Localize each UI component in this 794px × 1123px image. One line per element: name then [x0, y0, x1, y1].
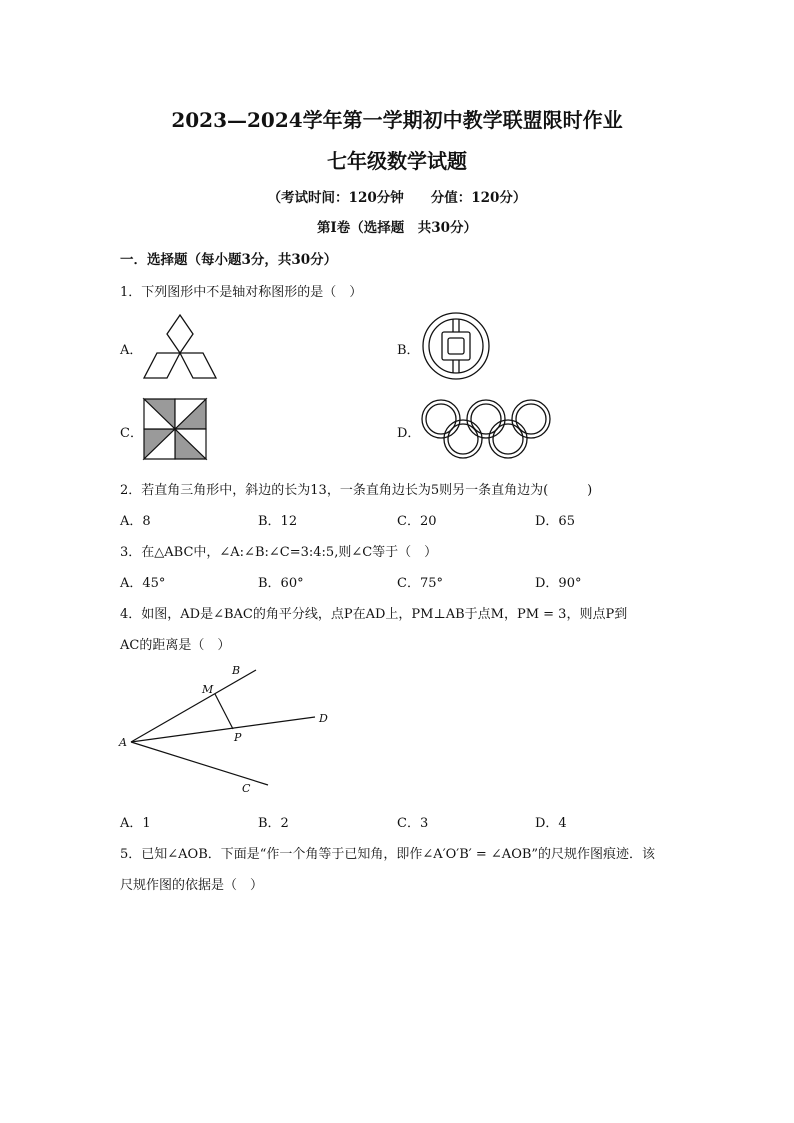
ancient-coin-figure [420, 312, 492, 382]
q4-option-d: D．4 [535, 816, 567, 831]
q1-option-a-label: A． [120, 343, 143, 358]
ray-ad [131, 717, 315, 742]
ray-ac [131, 742, 268, 785]
olympic-rings-figure [418, 397, 554, 463]
q4-option-a: A．1 [120, 816, 151, 831]
section-heading: 一．选择题（每小题3分，共30分） [120, 252, 338, 268]
q4-option-b: B．2 [258, 816, 289, 831]
exam-info: （考试时间：120分钟 分值：120分） [267, 190, 527, 206]
question-4-text-line2: AC的距离是（ ） [120, 638, 231, 653]
right-diamond [180, 353, 216, 378]
volume-heading: 第Ⅰ卷（选择题 共30分） [316, 220, 478, 236]
question-5-text-line1: 5．已知∠AOB．下面是“作一个角等于已知角，即作∠A′O′B′ = ∠AOB”的尺规作图痕迹．该 [120, 847, 656, 862]
q3-option-c: C．75° [397, 576, 443, 591]
top-diamond [167, 315, 193, 353]
exam-subtitle: 七年级数学试题 [327, 149, 467, 173]
q2-option-b: B．12 [258, 514, 298, 529]
label-b: B [232, 664, 241, 677]
question-4-text-line1: 4．如图，AD是∠BAC的角平分线，点P在AD上，PM⊥AB于点M，PM = 3，则点P到 [120, 607, 628, 622]
q4-option-c: C．3 [397, 816, 429, 831]
label-c: C [242, 782, 251, 795]
label-m: M [202, 683, 214, 696]
exam-title: 2023—2024学年第一学期初中教学联盟限时作业 [171, 108, 623, 132]
q3-option-a: A．45° [120, 576, 166, 591]
angle-bisector-figure [118, 660, 338, 800]
q3-option-b: B．60° [258, 576, 304, 591]
left-diamond [144, 353, 180, 378]
q2-option-a: A．8 [120, 514, 151, 529]
q1-option-d-label: D． [397, 426, 421, 441]
label-p: P [234, 731, 242, 744]
q2-option-c: C．20 [397, 514, 437, 529]
q1-option-c-label: C． [120, 426, 143, 441]
segment-pm [215, 694, 233, 729]
question-5-text-line2: 尺规作图的依据是（ ） [120, 878, 264, 893]
label-a: A [119, 736, 127, 749]
question-3-text: 3．在△ABC中，∠A:∠B:∠C=3:4:5,则∠C等于（ ） [120, 545, 438, 560]
pinwheel-figure [142, 397, 208, 461]
q3-option-d: D．90° [535, 576, 582, 591]
q2-option-d: D．65 [535, 514, 575, 529]
question-1-text: 1．下列图形中不是轴对称图形的是（ ） [120, 285, 363, 300]
mitsubishi-diamonds-figure [140, 312, 220, 382]
label-d: D [319, 712, 328, 725]
question-2-text: 2．若直角三角形中，斜边的长为13，一条直角边长为5则另一条直角边为( ) [120, 483, 593, 498]
q1-option-b-label: B． [397, 343, 420, 358]
